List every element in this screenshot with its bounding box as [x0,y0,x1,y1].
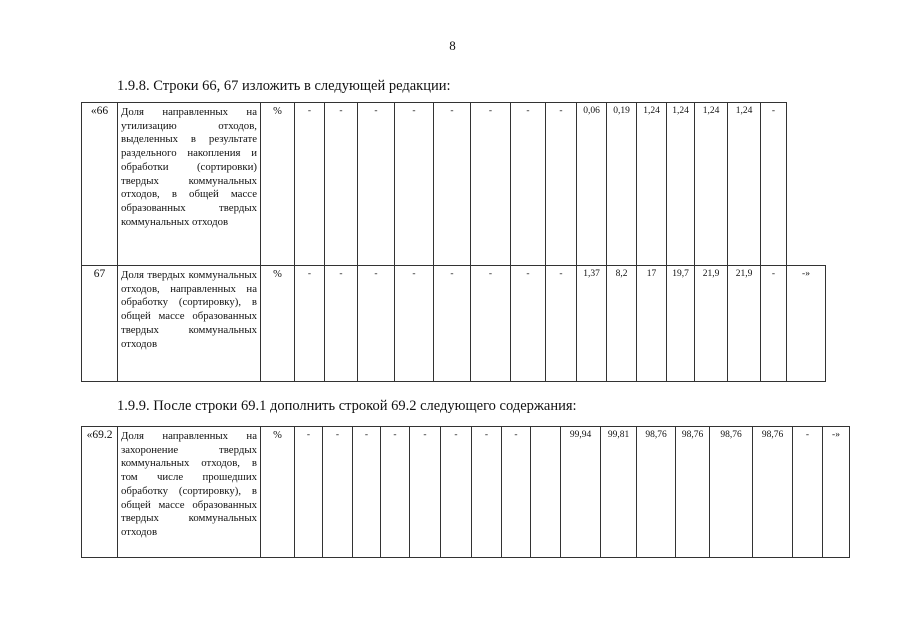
value-cell: 21,9 [695,266,728,382]
section-1-9-9-heading: 1.9.9. После строки 69.1 дополнить строкой 69.2 следующего содержания: [117,398,577,414]
value-cell: 17 [637,266,667,382]
table-rows-66-67 [81,102,826,382]
indicator-name: Доля твердых коммунальных отходов, направленных на обработку (сортировку), в общей массе образованных твердых коммунальных отходов [118,266,261,382]
value-cell: - [325,266,358,382]
unit-cell: % [261,103,295,266]
value-cell: - [471,103,511,266]
unit-cell: % [261,427,295,558]
value-cell: - [472,427,502,558]
value-cell: - [410,427,441,558]
value-cell: 1,24 [667,103,695,266]
value-cell: 1,24 [728,103,761,266]
value-cell: - [511,103,546,266]
value-cell: 8,2 [607,266,637,382]
value-cell: - [502,427,531,558]
value-cell: - [441,427,472,558]
value-cell: 1,24 [695,103,728,266]
value-cell: - [471,266,511,382]
value-cell: - [358,266,395,382]
row-number: «69.2 [82,427,118,558]
value-cell: - [295,266,325,382]
value-cell: 98,76 [710,427,753,558]
value-cell: - [546,266,577,382]
value-cell: - [381,427,410,558]
value-cell: - [295,427,323,558]
value-cell: - [761,103,787,266]
value-cell: - [434,266,471,382]
value-cell: 98,76 [753,427,793,558]
value-cell: - [793,427,823,558]
indicator-name: Доля направленных на утилизацию отходов, выделенных в результате раздельного накопления и обработки (сортировки) твердых коммунальных отходов, в общей массе образованных твердых коммунальных отходов [118,103,261,266]
value-cell: - [395,103,434,266]
page-number: 8 [449,38,456,53]
unit-cell: % [261,266,295,382]
value-cell: - [546,103,577,266]
table-row-69-2-data [82,427,850,558]
value-cell: - [295,103,325,266]
value-cell: - [323,427,353,558]
value-cell: - [353,427,381,558]
value-cell: 1,24 [637,103,667,266]
section-1-9-8-heading: 1.9.8. Строки 66, 67 изложить в следующей редакции: [117,78,451,94]
value-cell: 98,76 [676,427,710,558]
value-cell: 98,76 [637,427,676,558]
value-cell: - [761,266,787,382]
value-cell: - [358,103,395,266]
row-number: «66 [82,103,118,266]
value-cell: - [395,266,434,382]
empty-cell [531,427,561,558]
value-cell: 19,7 [667,266,695,382]
indicator-name: Доля направленных на захоронение твердых коммунальных отходов, в том числе прошедших обработку (сортировку), в общей массе образованных твердых коммунальных отходов [118,427,261,558]
row-number: 67 [82,266,118,382]
value-cell: - [325,103,358,266]
table-row-66 [82,103,826,266]
value-cell: 21,9 [728,266,761,382]
value-cell: 0,06 [577,103,607,266]
value-cell: - [434,103,471,266]
value-cell: 1,37 [577,266,607,382]
value-cell: -» [787,266,826,382]
value-cell: - [511,266,546,382]
value-cell: 99,81 [601,427,637,558]
table-row-67 [82,266,826,382]
value-cell: 99,94 [561,427,601,558]
value-cell: 0,19 [607,103,637,266]
table-row-69-2 [81,426,850,558]
value-cell: -» [823,427,850,558]
